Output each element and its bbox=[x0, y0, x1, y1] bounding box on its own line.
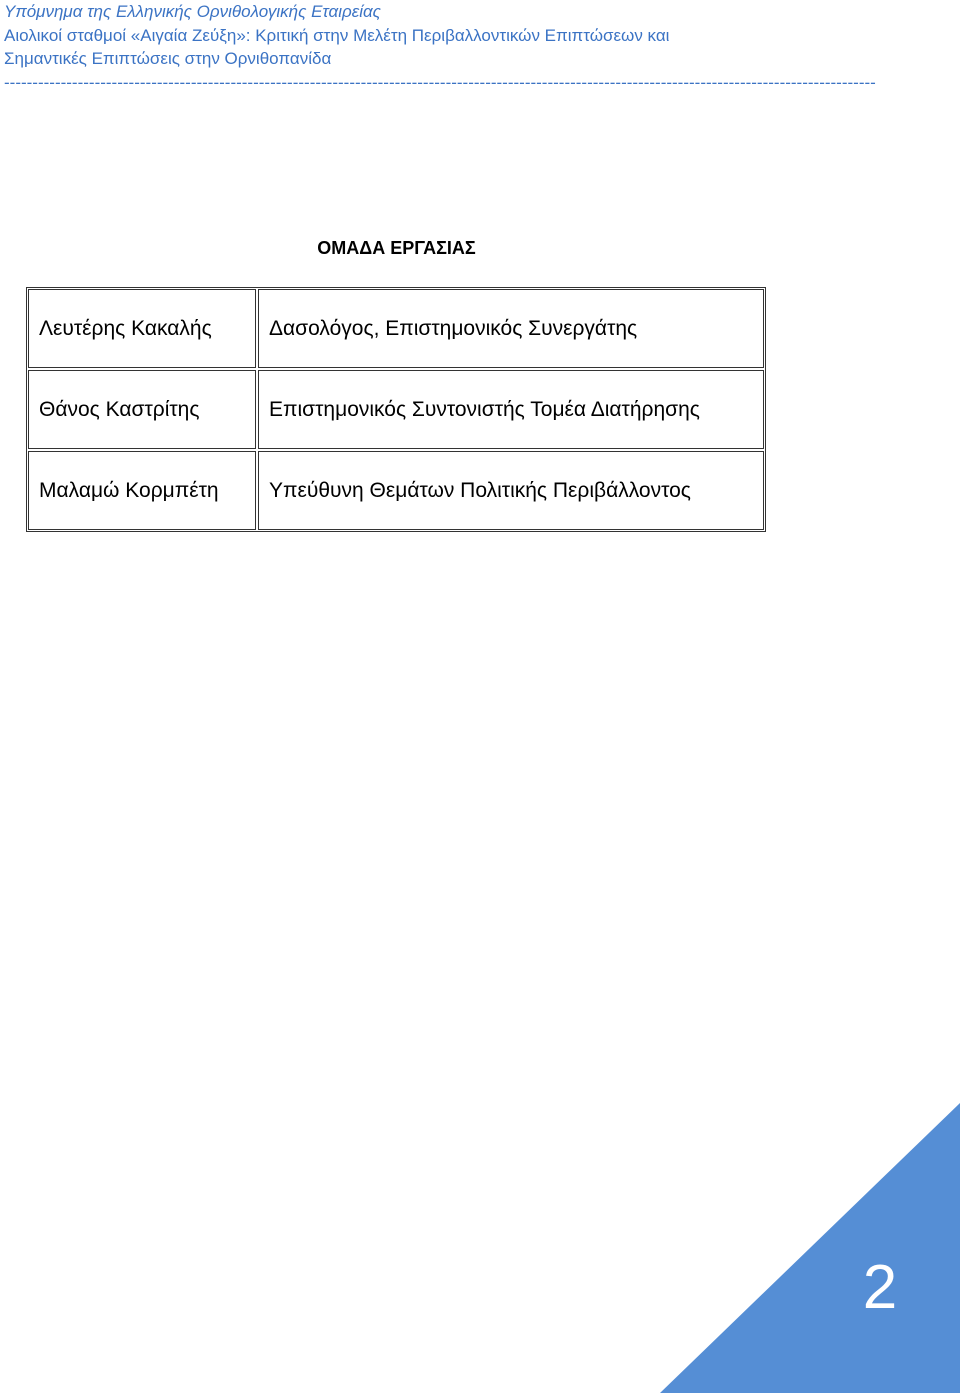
member-role: Επιστημονικός Συντονιστής Τομέα Διατήρησης bbox=[258, 370, 764, 449]
page-header bbox=[4, 0, 954, 94]
header-organization: Υπόμνημα της Ελληνικής Ορνιθολογικής Εταιρείας bbox=[4, 2, 381, 21]
table-row bbox=[28, 451, 764, 530]
section-title: ΟΜΑΔΑ ΕΡΓΑΣΙΑΣ bbox=[317, 238, 476, 258]
header-title-line-2: Σημαντικές Επιπτώσεις στην Ορνιθοπανίδα bbox=[4, 49, 332, 68]
corner-triangle bbox=[660, 1103, 960, 1393]
corner-decoration bbox=[660, 1103, 960, 1393]
member-role: Υπεύθυνη Θεμάτων Πολιτικής Περιβάλλοντος bbox=[258, 451, 764, 530]
team-table bbox=[26, 287, 766, 532]
table-row bbox=[28, 370, 764, 449]
member-name: Μαλαμώ Κορμπέτη bbox=[28, 451, 256, 530]
header-title-line-1: Αιολικοί σταθμοί «Αιγαία Ζεύξη»: Κριτική στην Μελέτη Περιβαλλοντικών Επιπτώσεων και bbox=[4, 25, 670, 45]
page-number: 2 bbox=[862, 1253, 898, 1322]
header-divider: ---------------------------------------------------------------------------------------------------------------------------------------------------------- bbox=[4, 72, 876, 92]
table-row bbox=[28, 289, 764, 368]
member-role: Δασολόγος, Επιστημονικός Συνεργάτης bbox=[258, 289, 764, 368]
member-name: Θάνος Καστρίτης bbox=[28, 370, 256, 449]
member-name: Λευτέρης Κακαλής bbox=[28, 289, 256, 368]
